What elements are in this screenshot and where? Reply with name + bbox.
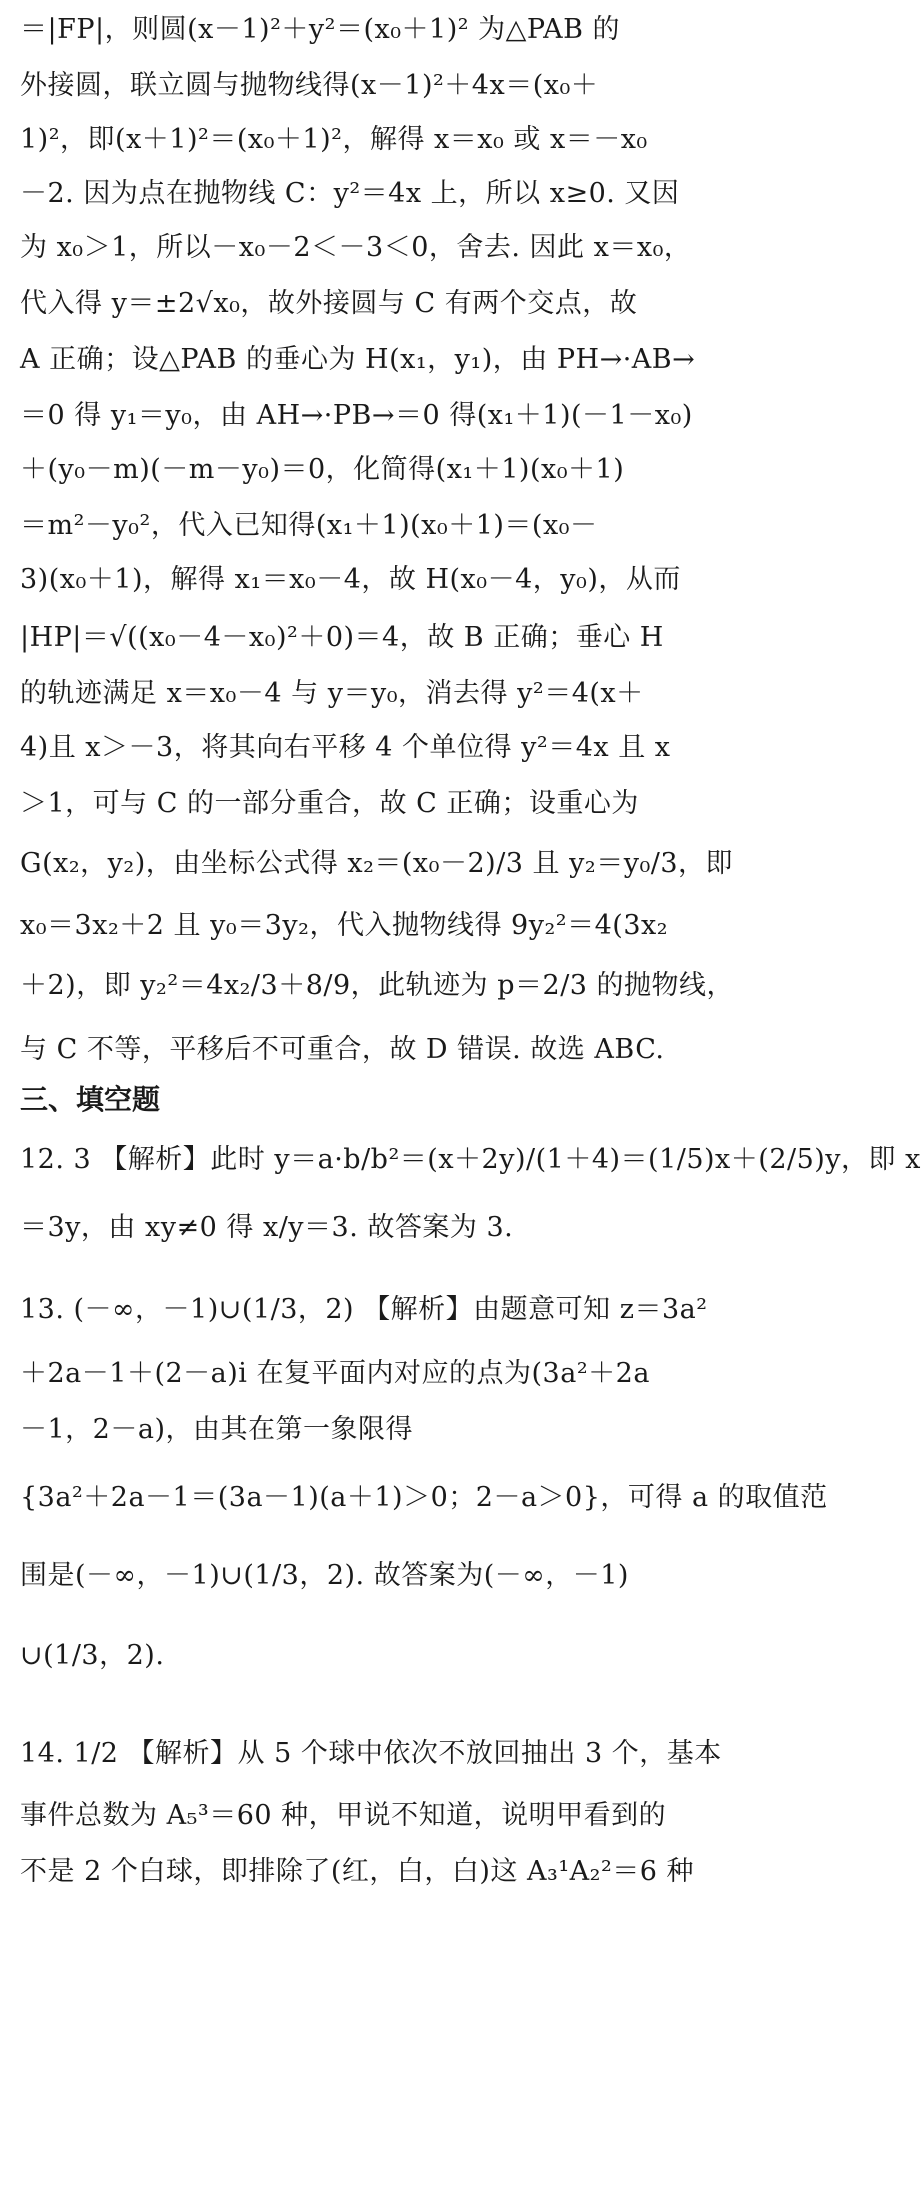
answer-14-line: 14. 1/2 【解析】从 5 个球中依次不放回抽出 3 个，基本 <box>20 1738 722 1769</box>
text-line: 外接圆，联立圆与抛物线得(x－1)²＋4x＝(x₀＋ <box>20 70 599 101</box>
text-line: ＝0 得 y₁＝y₀，由 AH→·PB→＝0 得(x₁＋1)(－1－x₀) <box>20 400 693 431</box>
answer-13-line: ＋2a－1＋(2－a)i 在复平面内对应的点为(3a²＋2a <box>20 1358 650 1389</box>
answer-14-line: 不是 2 个白球，即排除了(红，白，白)这 A₃¹A₂²＝6 种 <box>20 1856 695 1887</box>
text-line: 1)²，即(x＋1)²＝(x₀＋1)²，解得 x＝x₀ 或 x＝－x₀ <box>20 124 648 155</box>
text-line: 代入得 y＝±2√x₀，故外接圆与 C 有两个交点，故 <box>20 288 638 319</box>
text-line: ＋2)，即 y₂²＝4x₂/3＋8/9，此轨迹为 p＝2/3 的抛物线， <box>20 970 735 1001</box>
text-line: ＋(y₀－m)(－m－y₀)＝0，化简得(x₁＋1)(x₀＋1) <box>20 454 625 485</box>
text-line: 4)且 x＞－3，将其向右平移 4 个单位得 y²＝4x 且 x <box>20 732 671 763</box>
text-line: 为 x₀＞1，所以－x₀－2＜－3＜0，舍去. 因此 x＝x₀， <box>20 232 692 263</box>
section-title: 三、填空题 <box>20 1083 161 1116</box>
text-line: ＝|FP|，则圆(x－1)²＋y²＝(x₀＋1)² 为△PAB 的 <box>20 14 621 45</box>
answer-13-line: 围是(－∞，－1)∪(1/3，2). 故答案为(－∞，－1) <box>20 1560 629 1591</box>
answer-13-line: ∪(1/3，2). <box>20 1640 165 1671</box>
answer-13-line: 13. (－∞，－1)∪(1/3，2) 【解析】由题意可知 z＝3a² <box>20 1294 708 1325</box>
answer-12-line: 12. 3 【解析】此时 y＝a·b/b²＝(x＋2y)/(1＋4)＝(1/5)x＋(2/5)y，即 x <box>20 1144 921 1175</box>
answer-13-line: {3a²＋2a－1＝(3a－1)(a＋1)＞0；2－a＞0}，可得 a 的取值范 <box>20 1482 828 1513</box>
text-line: ＝m²－y₀²，代入已知得(x₁＋1)(x₀＋1)＝(x₀－ <box>20 510 598 541</box>
text-line: A 正确；设△PAB 的垂心为 H(x₁，y₁)，由 PH→·AB→ <box>20 344 696 375</box>
text-line: －2. 因为点在抛物线 C：y²＝4x 上，所以 x≥0. 又因 <box>20 178 680 209</box>
text-line: ＞1，可与 C 的一部分重合，故 C 正确；设重心为 <box>20 788 639 819</box>
answer-12-line: ＝3y，由 xy≠0 得 x/y＝3. 故答案为 3. <box>20 1212 514 1243</box>
text-line: 与 C 不等，平移后不可重合，故 D 错误. 故选 ABC. <box>20 1034 665 1065</box>
text-line: 的轨迹满足 x＝x₀－4 与 y＝y₀，消去得 y²＝4(x＋ <box>20 678 644 709</box>
text-line: |HP|＝√((x₀－4－x₀)²＋0)＝4，故 B 正确；垂心 H <box>20 622 664 653</box>
text-line: G(x₂，y₂)，由坐标公式得 x₂＝(x₀－2)/3 且 y₂＝y₀/3，即 <box>20 848 734 879</box>
answer-14-line: 事件总数为 A₅³＝60 种，甲说不知道，说明甲看到的 <box>20 1800 667 1831</box>
answer-13-line: －1，2－a)，由其在第一象限得 <box>20 1414 413 1445</box>
text-line: 3)(x₀＋1)，解得 x₁＝x₀－4，故 H(x₀－4，y₀)，从而 <box>20 564 681 595</box>
text-line: x₀＝3x₂＋2 且 y₀＝3y₂，代入抛物线得 9y₂²＝4(3x₂ <box>20 910 669 941</box>
